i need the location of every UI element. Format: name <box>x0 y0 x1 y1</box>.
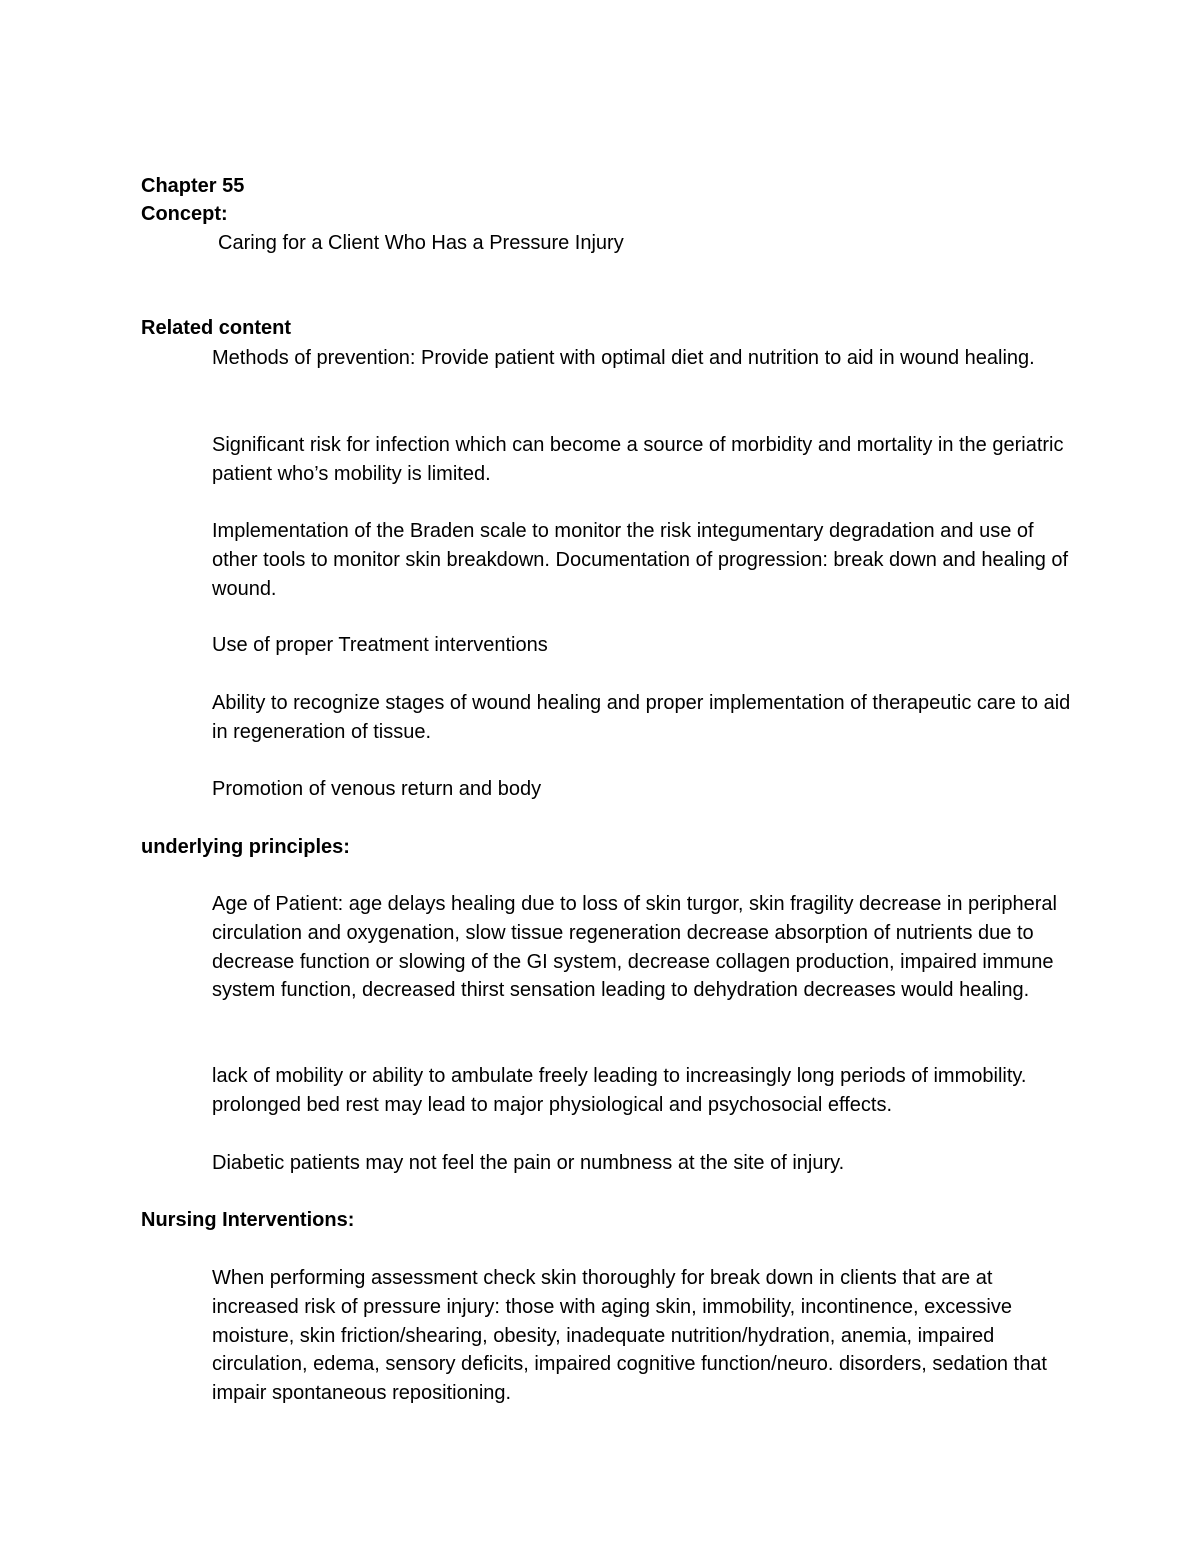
related-content-paragraph: Promotion of venous return and body <box>212 778 542 800</box>
related-content-paragraph: Implementation of the Braden scale to monitor the risk integumentary degradation and use of other tools to monitor skin breakdown. Documentation of progression: break down and healing of wound. <box>212 520 1069 600</box>
nursing-interventions-paragraph: When performing assessment check skin thoroughly for break down in clients that are at increased risk of pressure injury: those with aging skin, immobility, incontinence, excessive moisture, skin friction/shearing, obesity, inadequate nutrition/hydration, anemia, impaired circulation, edema, sensory deficits, impaired cognitive function/neuro. disorders, sedation that impair spontaneous repositioning. <box>212 1267 1047 1405</box>
related-content-paragraph: Significant risk for infection which can become a source of morbidity and mortality in the geriatric patient who’s mobility is limited. <box>212 434 1064 485</box>
related-content-heading: Related content <box>141 317 292 339</box>
concept-text: Caring for a Client Who Has a Pressure Injury <box>218 232 624 254</box>
underlying-principles-heading: underlying principles: <box>141 836 350 858</box>
underlying-principles-paragraph: lack of mobility or ability to ambulate freely leading to increasingly long periods of immobility. prolonged bed rest may lead to major physiological and psychosocial effects. <box>212 1065 1027 1116</box>
underlying-principles-paragraph: Age of Patient: age delays healing due to loss of skin turgor, skin fragility decrease in peripheral circulation and oxygenation, slow tissue regeneration decrease absorption of nutrients due to decrease function or slowing of the GI system, decrease collagen production, impaired immune system function, decreased thirst sensation leading to dehydration decreases would healing. <box>212 893 1057 1002</box>
related-content-paragraph: Ability to recognize stages of wound healing and proper implementation of therapeutic care to aid in regeneration of tissue. <box>212 692 1071 743</box>
underlying-principles-paragraph: Diabetic patients may not feel the pain or numbness at the site of injury. <box>212 1152 845 1174</box>
nursing-interventions-heading: Nursing Interventions: <box>141 1209 355 1231</box>
related-content-paragraph: Use of proper Treatment interventions <box>212 634 548 656</box>
related-content-paragraph: Methods of prevention: Provide patient with optimal diet and nutrition to aid in wound healing. <box>212 347 1035 369</box>
concept-label: Concept: <box>141 203 228 225</box>
chapter-title: Chapter 55 <box>141 175 245 197</box>
